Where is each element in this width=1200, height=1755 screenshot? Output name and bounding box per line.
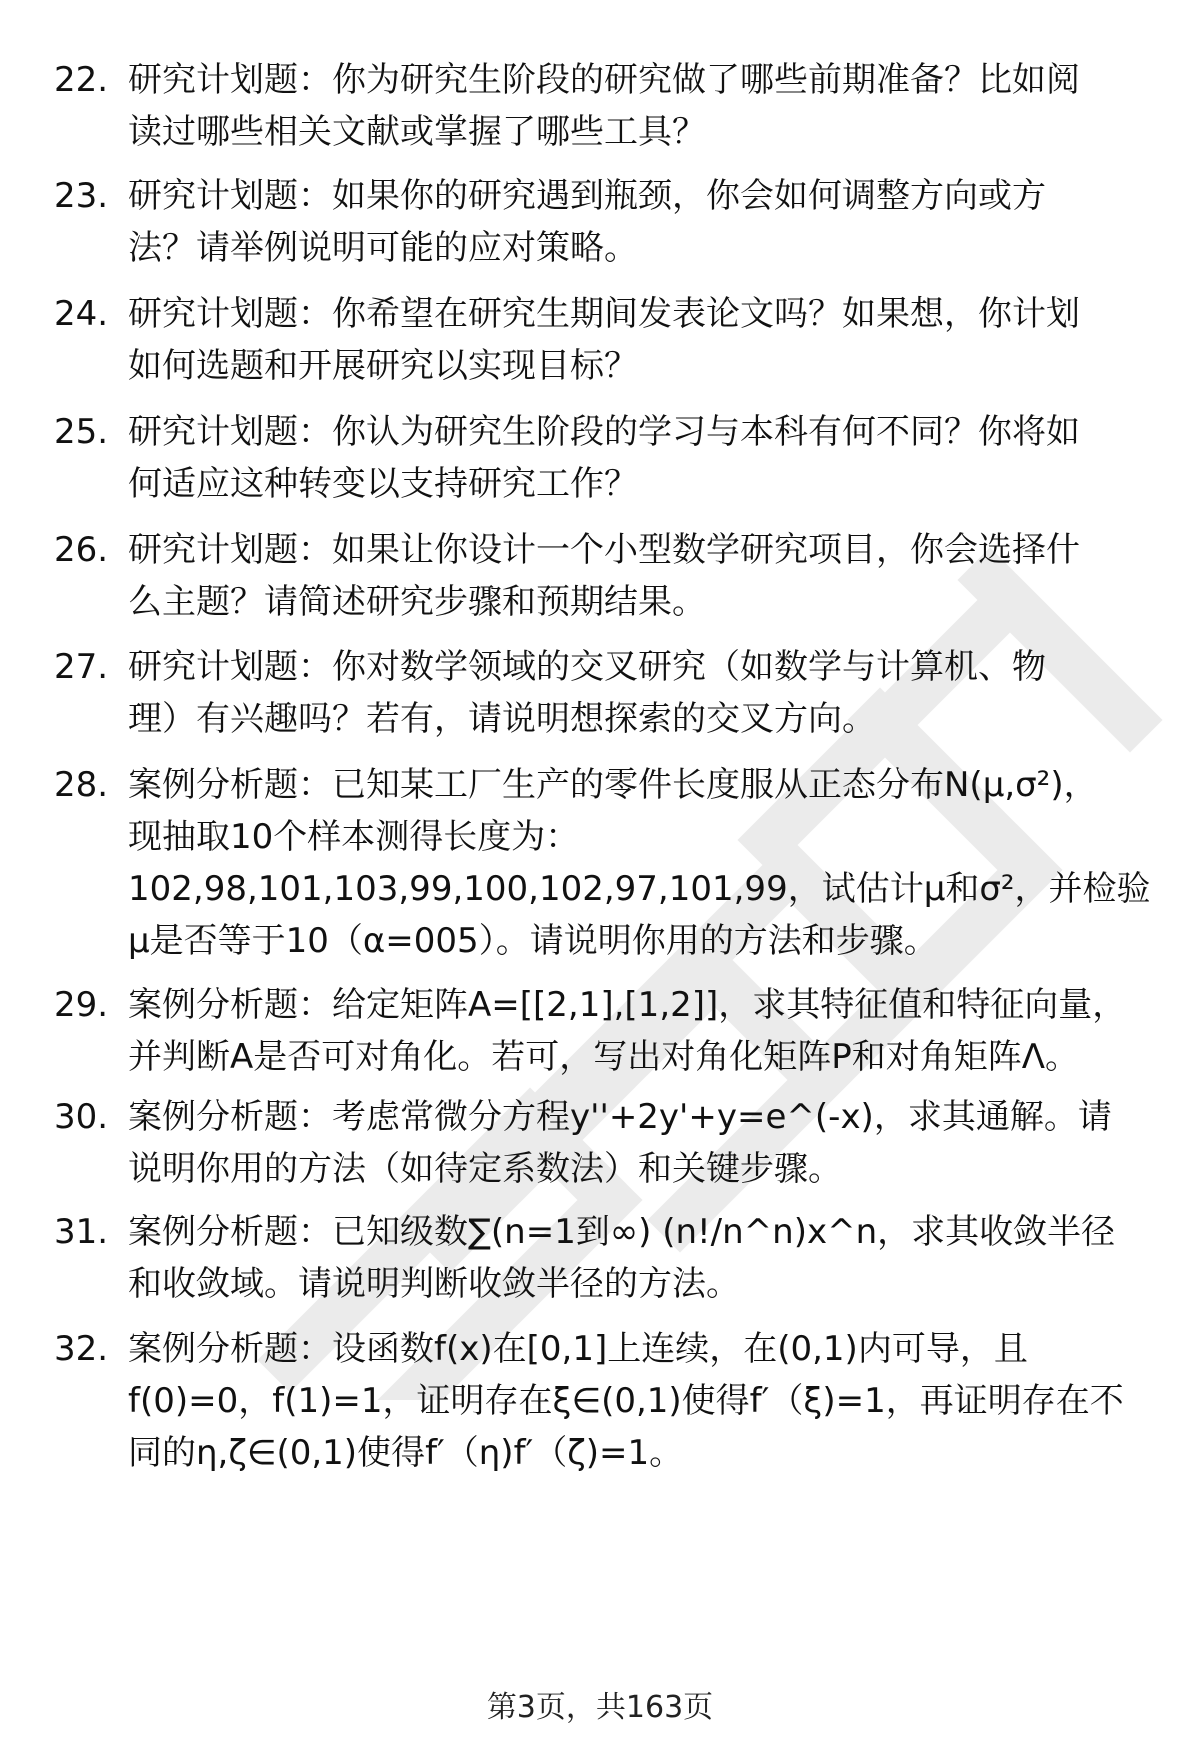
question-text: 研究计划题：如果让你设计一个小型数学研究项目，你会选择什 么主题？请简述研究步骤和预期结果。	[128, 530, 1080, 622]
question-number: 28.	[54, 765, 109, 805]
question-number: 27.	[54, 647, 109, 687]
question-number: 23.	[54, 176, 109, 216]
question-text: 研究计划题：你认为研究生阶段的学习与本科有何不同？你将如 何适应这种转变以支持研究工作？	[128, 412, 1080, 504]
question-number: 32.	[54, 1329, 109, 1369]
question-text: 案例分析题：设函数f(x)在[0,1]上连续，在(0,1)内可导，且 f(0)=0，f(1)=1，证明存在ξ∈(0,1)使得f′（ξ)=1，再证明存在不 同的η,ζ∈(0,1)使得f′（η)f′（ζ)=1。	[128, 1329, 1124, 1473]
question-text: 研究计划题：你希望在研究生期间发表论文吗？如果想，你计划 如何选题和开展研究以实现目标？	[128, 294, 1080, 386]
question-text: 案例分析题：给定矩阵A=[[2,1],[1,2]]，求其特征值和特征向量， 并判断A是否可对角化。若可，写出对角化矩阵P和对角矩阵Λ。	[128, 985, 1127, 1077]
question-text: 案例分析题：已知级数∑(n=1到∞) (n!/n^n)x^n，求其收敛半径 和收敛域。请说明判断收敛半径的方法。	[128, 1212, 1116, 1304]
question-text: 案例分析题：已知某工厂生产的零件长度服从正态分布N(μ,σ²)， 现抽取10个样本测得长度为： 102,98,101,103,99,100,102,97,101,99，试估计μ和σ²，并检验 μ是否等于10（α=005）。请说明你用的方法和步骤。	[128, 765, 1151, 961]
question-text: 研究计划题：你为研究生阶段的研究做了哪些前期准备？比如阅 读过哪些相关文献或掌握了哪些工具？	[128, 60, 1080, 152]
question-number: 26.	[54, 530, 109, 570]
question-number: 24.	[54, 294, 109, 334]
question-number: 30.	[54, 1097, 109, 1137]
question-text: 案例分析题：考虑常微分方程y''+2y'+y=e^(-x)，求其通解。请 说明你用的方法（如待定系数法）和关键步骤。	[128, 1097, 1112, 1189]
question-number: 22.	[54, 60, 109, 100]
question-number: 29.	[54, 985, 109, 1025]
question-number: 25.	[54, 412, 109, 452]
question-text: 研究计划题：如果你的研究遇到瓶颈，你会如何调整方向或方 法？请举例说明可能的应对策略。	[128, 176, 1046, 268]
question-text: 研究计划题：你对数学领域的交叉研究（如数学与计算机、物 理）有兴趣吗？若有，请说明想探索的交叉方向。	[128, 647, 1046, 739]
page-footer: 第3页，共163页	[486, 1690, 714, 1725]
question-number: 31.	[54, 1212, 109, 1252]
